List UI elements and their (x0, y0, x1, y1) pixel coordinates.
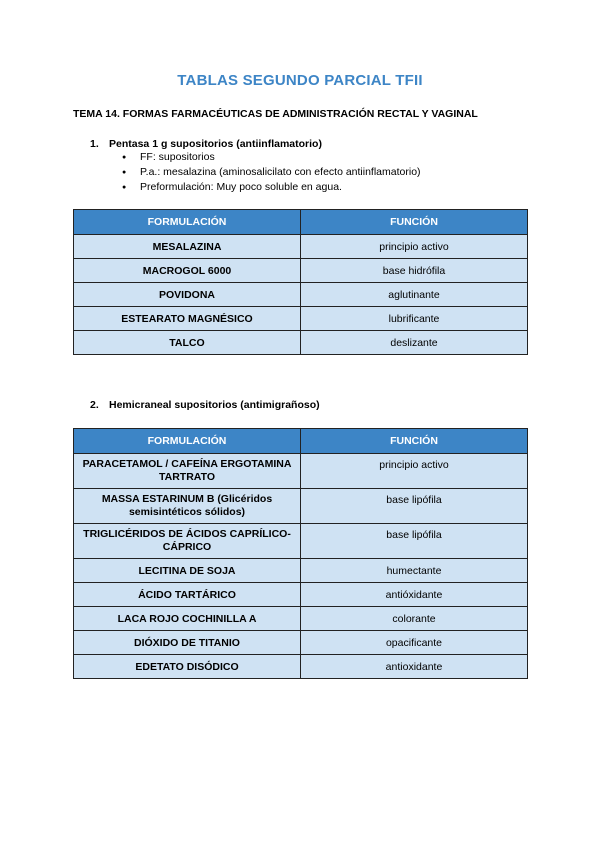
function-cell: principio activo (301, 454, 528, 489)
table-row (74, 259, 528, 283)
function-cell: base hidrófila (301, 259, 528, 283)
page-title: TABLAS SEGUNDO PARCIAL TFII (177, 72, 423, 89)
table-row (74, 489, 528, 524)
ingredient-cell: MACROGOL 6000 (74, 259, 301, 283)
ingredient-cell: PARACETAMOL / CAFEÍNA ERGOTAMINA TARTRATO (74, 454, 301, 489)
section-title: TEMA 14. FORMAS FARMACÉUTICAS DE ADMINISTRACIÓN RECTAL Y VAGINAL (73, 108, 478, 120)
item-2-heading (90, 399, 320, 411)
function-cell: base lipófila (301, 489, 528, 524)
function-cell: aglutinante (301, 283, 528, 307)
table-header-formulacion: FORMULACIÓN (74, 429, 301, 454)
table-row (74, 235, 528, 259)
formulation-table-2 (73, 428, 528, 679)
function-cell: base lipófila (301, 524, 528, 559)
table-row (74, 331, 528, 355)
function-cell: lubrificante (301, 307, 528, 331)
ingredient-cell: LACA ROJO COCHINILLA A (74, 607, 301, 631)
function-cell: colorante (301, 607, 528, 631)
function-cell: deslizante (301, 331, 528, 355)
list-item: ● P.a.: mesalazina (aminosalicilato con efecto antiinflamatorio) (122, 165, 421, 180)
item-heading-text: Pentasa 1 g supositorios (antiinflamatorio) (109, 138, 322, 150)
item-1-heading (90, 138, 322, 150)
ingredient-cell: TALCO (74, 331, 301, 355)
ingredient-cell: EDETATO DISÓDICO (74, 655, 301, 679)
bullet-list (122, 150, 421, 195)
function-cell: antioxidante (301, 655, 528, 679)
table-header-formulacion: FORMULACIÓN (74, 210, 301, 235)
item-number: 1. (90, 138, 99, 150)
ingredient-cell: POVIDONA (74, 283, 301, 307)
table-header-funcion: FUNCIÓN (301, 429, 528, 454)
function-cell: humectante (301, 559, 528, 583)
ingredient-cell: LECITINA DE SOJA (74, 559, 301, 583)
table-row (74, 283, 528, 307)
table-row (74, 631, 528, 655)
ingredient-cell: ESTEARATO MAGNÉSICO (74, 307, 301, 331)
table-row (74, 607, 528, 631)
table-row (74, 307, 528, 331)
function-cell: opacificante (301, 631, 528, 655)
function-cell: antióxidante (301, 583, 528, 607)
ingredient-cell: ÁCIDO TARTÁRICO (74, 583, 301, 607)
table-header-funcion: FUNCIÓN (301, 210, 528, 235)
ingredient-cell: MESALAZINA (74, 235, 301, 259)
ingredient-cell: TRIGLICÉRIDOS DE ÁCIDOS CAPRÍLICO-CÁPRICO (74, 524, 301, 559)
table-row (74, 524, 528, 559)
item-number: 2. (90, 399, 99, 411)
list-item: ● FF: supositorios (122, 150, 421, 165)
formulation-table-1 (73, 209, 528, 355)
function-cell: principio activo (301, 235, 528, 259)
table-row (74, 583, 528, 607)
ingredient-cell: MASSA ESTARINUM B (Glicéridos semisintéticos sólidos) (74, 489, 301, 524)
ingredient-cell: DIÓXIDO DE TITANIO (74, 631, 301, 655)
table-row (74, 454, 528, 489)
list-item: ● Preformulación: Muy poco soluble en agua. (122, 180, 421, 195)
item-heading-text: Hemicraneal supositorios (antimigrañoso) (109, 399, 320, 411)
table-row (74, 655, 528, 679)
table-row (74, 559, 528, 583)
